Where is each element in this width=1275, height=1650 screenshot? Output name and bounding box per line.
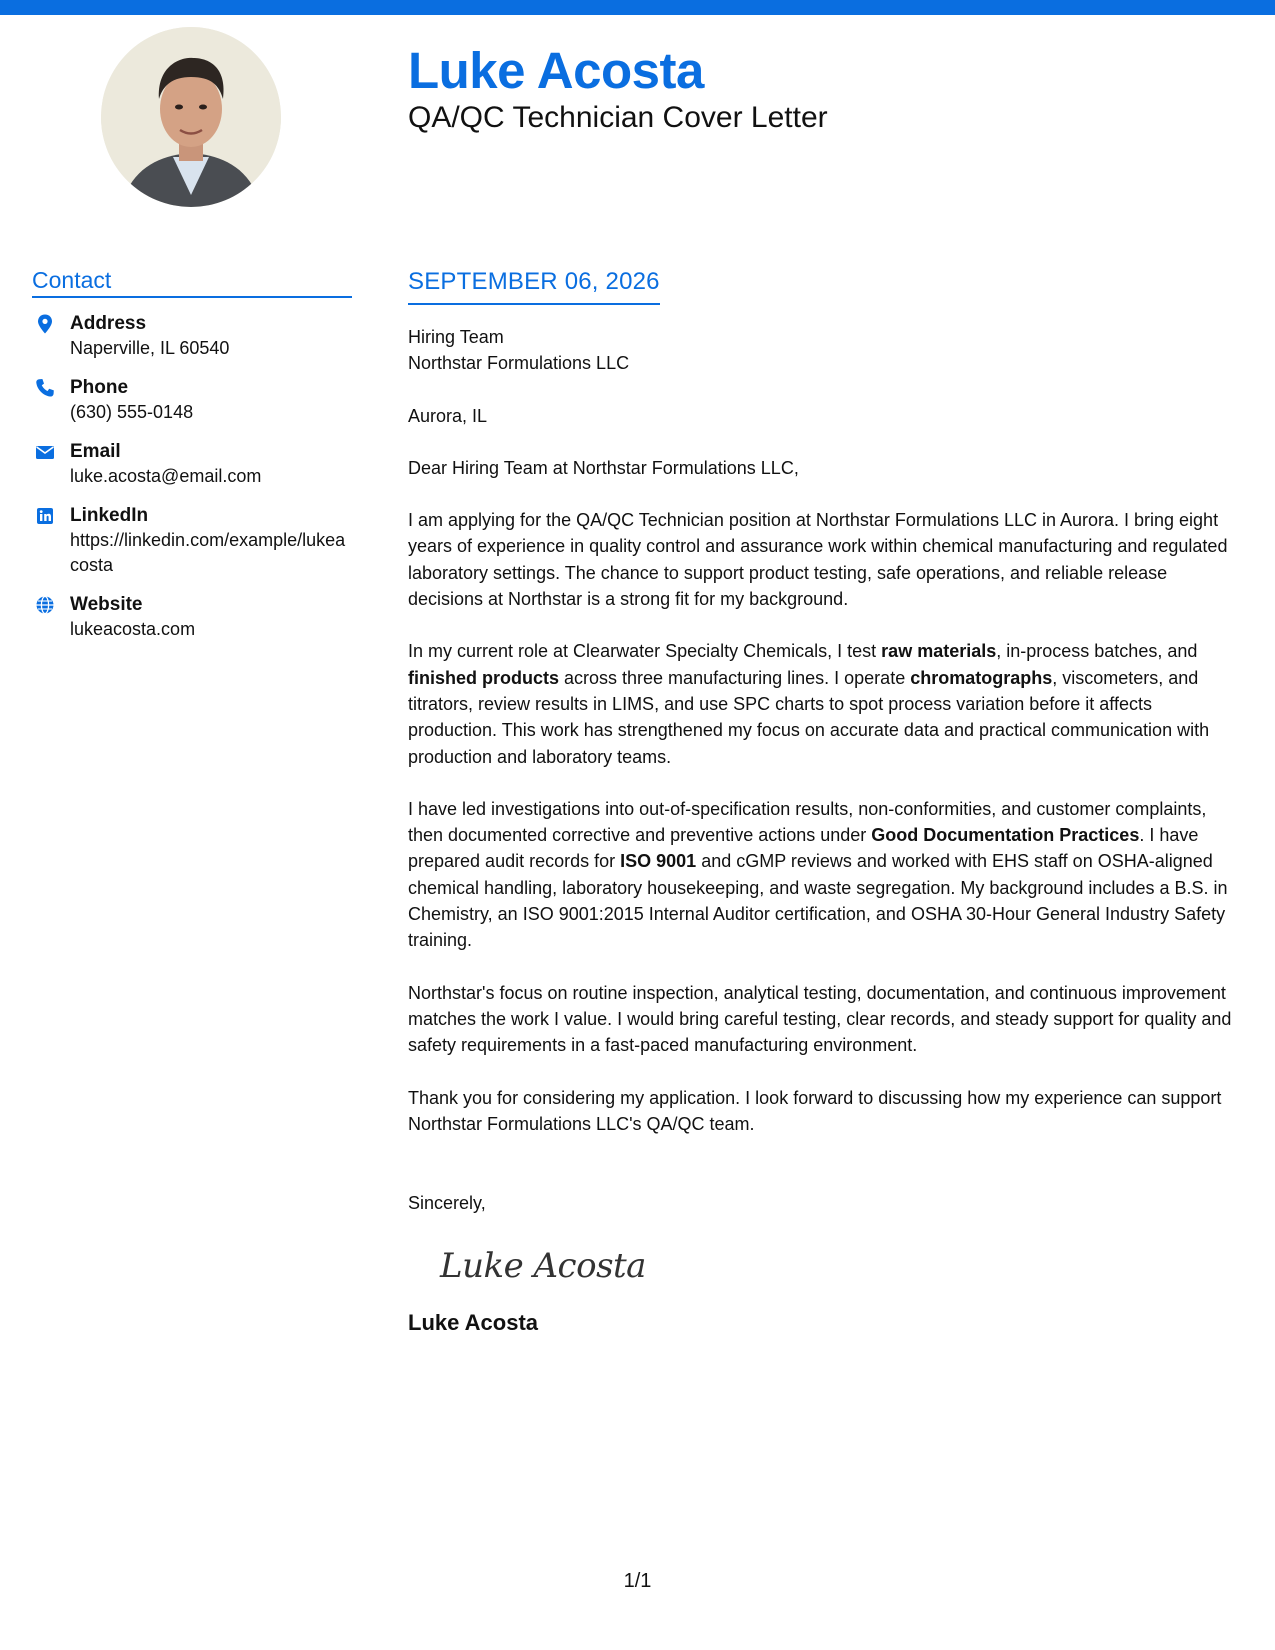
linkedin-value[interactable]: https://linkedin.com/example/lukeacosta (70, 530, 346, 575)
highlight-text: chromatographs (910, 667, 1053, 688)
salutation: Dear Hiring Team at Northstar Formulations LLC, (408, 457, 799, 478)
map-pin-icon (34, 313, 56, 335)
letter-body (408, 266, 1243, 1337)
phone-value: (630) 555-0148 (70, 402, 194, 422)
contact-label: Email (70, 441, 121, 462)
phone-icon (34, 377, 56, 399)
address-value: Naperville, IL 60540 (70, 338, 230, 358)
contact-item-email (32, 439, 352, 489)
handwritten-signature: Luke Acosta (440, 1246, 646, 1287)
highlight-text: ISO 9001 (620, 851, 697, 872)
paragraph-closing: Thank you for considering my application. I look forward to discussing how my experience can support Northstar Formulations LLC's QA/QC team. (408, 1087, 1222, 1134)
paragraph-compliance: I have led investigations into out-of-specification results, non-conformities, and customer complaints, then documented corrective and preventive actions under Good Documentation Practices. I have prepared audit records for ISO 9001 and cGMP reviews and worked with EHS staff on OSHA-aligned chemical handling, laboratory housekeeping, and waste segregation. My background includes a B.S. in Chemistry, an ISO 9001:2015 Internal Auditor certification, and OSHA 30-Hour General Industry Safety training. (408, 798, 1228, 951)
paragraph-fit: Northstar's focus on routine inspection, analytical testing, documentation, and continuous improvement matches the work I value. I would bring careful testing, clear records, and steady support for quality and safety requirements in a fast-paced manufacturing environment. (408, 982, 1232, 1056)
recipient-location: Aurora, IL (408, 405, 488, 426)
contact-label: Website (70, 594, 143, 615)
top-accent-bar (0, 0, 1275, 15)
contact-label: Phone (70, 377, 129, 398)
contact-sidebar (32, 266, 352, 656)
contact-item-website (32, 592, 352, 642)
contact-label: Address (70, 313, 147, 334)
recipient-block (408, 324, 1243, 429)
highlight-text: Good Documentation Practices (871, 825, 1140, 846)
linkedin-icon (34, 505, 56, 527)
email-value[interactable]: luke.acosta@email.com (70, 466, 262, 486)
letter-date: SEPTEMBER 06, 2026 (408, 266, 660, 305)
signer-name: Luke Acosta (408, 1310, 539, 1336)
highlight-text: finished products (408, 667, 560, 688)
closing-line: Sincerely, (408, 1193, 486, 1214)
document-subtitle: QA/QC Technician Cover Letter (408, 101, 828, 134)
contact-list (32, 311, 352, 642)
header (408, 40, 1228, 136)
recipient-line: Hiring Team (408, 327, 504, 347)
contact-item-address (32, 311, 352, 361)
contact-item-phone (32, 375, 352, 425)
contact-heading: Contact (32, 266, 352, 298)
profile-photo (101, 27, 281, 207)
website-value[interactable]: lukeacosta.com (70, 619, 196, 639)
applicant-name: Luke Acosta (408, 42, 704, 99)
contact-item-linkedin (32, 503, 352, 578)
highlight-text: raw materials (881, 641, 997, 662)
recipient-company: Northstar Formulations LLC (408, 353, 630, 374)
page-number: 1/1 (623, 1570, 652, 1592)
paragraph-intro: I am applying for the QA/QC Technician position at Northstar Formulations LLC in Aurora. I bring eight years of experience in quality control and assurance work within chemical manufacturing and regulated laboratory settings. The chance to support product testing, safe operations, and reliable release decisions at Northstar is a strong fit for my background. (408, 510, 1228, 610)
contact-label: LinkedIn (70, 505, 149, 526)
paragraph-experience: In my current role at Clearwater Specialty Chemicals, I test raw materials, in-process batches, and finished products across three manufacturing lines. I operate chromatographs, viscometers, and titrators, review results in LIMS, and use SPC charts to spot process variation before it affects production. This work has strengthened my focus on accurate data and practical communication with production and laboratory teams. (408, 641, 1210, 767)
globe-icon (34, 594, 56, 616)
envelope-icon (34, 441, 56, 463)
